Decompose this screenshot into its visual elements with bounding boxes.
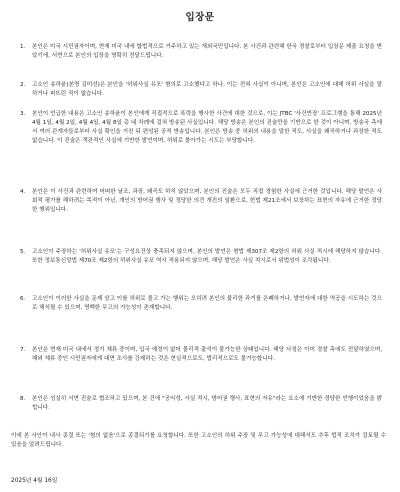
list-item-2 <box>20 81 382 99</box>
item-text: 고소인 송하윤(본명 김미선)은 본인을 '허위사실 유포' 혐의로 고소했다고 하나, 이는 전혀 사실이 아니며, 본인은 고소인에 대해 허위 사실을 말하거나 퍼뜨린 적이 없습니다. <box>32 82 382 98</box>
list-item-7 <box>20 346 382 364</box>
item-text: 본인은 현재 미국 내에서 정기 체류 중이며, 입국 예정이 없어 물리적 출석이 불가능한 상태입니다. 해당 사정은 이미 경찰 측에도 전달하였으며, 해외 체류 중인 시민권자에게 대면 조사를 강제하는 것은 현실적으로도, 법리적으로도 불가능합니다. <box>32 347 382 363</box>
list-item-6 <box>20 295 382 313</box>
list-item-4 <box>20 188 382 215</box>
item-number: 8. <box>20 396 26 402</box>
item-text: 고소인이 이러한 사실을 문제 삼고 이를 허위로 몰고 가는 행위는 오히려 본인의 불리한 과거를 은폐하거나, 발언자에 대한 역공을 시도하는 것으로 해석될 수 있으며, 명백한 무고의 가능성이 존재합니다. <box>32 296 382 312</box>
closing-paragraph: 이에 본 사안이 내사 종결 또는 '혐의 없음'으로 종결되기를 요청합니다. 또한 고소인의 허위 주장 및 무고 가능성에 대해서도 추후 법적 조치가 검토될 수 있음을 알려드립니다. <box>11 433 386 449</box>
document-title: 입장문 <box>185 12 215 23</box>
item-number: 2. <box>20 82 26 88</box>
item-text: 본인이 언급한 내용은 고소인 송하윤이 본인에게 직접적으로 폭력을 행사한 사건에 대한 것으로, 이는 JTBC '사건반장' 프로그램을 통해 2025년 4월 1일, 4월 2일, 4월 4일, 4월 8일 총 네 차례에 걸쳐 방송된 사실입니다. 해당 방송은 본인의 진술만을 기반으로 한 것이 아니며, 방송국 측에서 여러 관계자들로부터 사실 확인을 거친 뒤 편성된 공적 방송입니다. 본인은 방송 중 허위의 내용을 말한 적도, 사실을 왜곡하거나 과장한 적도 없습니다. 이 진술은 객관적인 사실에 기반한 발언이며, 허위로 몰아가는 시도는 부당합니다. <box>32 111 382 145</box>
list-item-5 <box>20 248 382 266</box>
item-text: 본인은 성실히 서면 진술로 협조하고 있으며, 본 건에 "공익성, 사실 적시, 방어권 행사, 표현의 자유"라는 요소에 기반한 정당한 언행이었음을 밝힙니다. <box>32 396 382 412</box>
item-text: 본인은 이 사건과 관련하여 어떠한 날조, 과장, 왜곡도 하지 않았으며, 본인의 진술은 모두 직접 경험한 사실에 근거한 것입니다. 해당 발언은 사회적 평가를 해하려는 목적이 아닌, 개인의 방어권 행사 및 정당한 의견 개진의 일환으로, 헌법 제21조에서 보장하는 표현의 자유에 근거한 정당한 행위입니다. <box>32 189 382 214</box>
item-text: 고소인이 주장하는 '허위사실 유포'는 구성요건상 충족되지 않으며, 본인의 발언은 형법 제307조 제2항의 허위 사실 적시에 해당하지 않습니다. 또한 정보통신망법 제70조 제2항의 허위사실 유포 역시 적용되지 않으며, 해당 발언은 사실 적시로서 위법성이 조각됩니다. <box>32 249 382 265</box>
document-date: 2025년 4월 16일 <box>11 478 58 484</box>
list-item-3 <box>20 110 382 146</box>
item-number: 5. <box>20 249 26 255</box>
item-number: 7. <box>20 347 26 353</box>
item-number: 1. <box>20 44 26 50</box>
item-number: 4. <box>20 189 26 195</box>
item-number: 3. <box>20 111 26 117</box>
item-text: 본인은 미국 시민권자이며, 현재 미국 내에 합법적으로 거주하고 있는 재외국민입니다. 본 사건과 관련해 한국 경찰로부터 입장문 제출 요청을 받았기에, 서면으로 본인의 입장을 명확히 전달드립니다. <box>32 44 382 60</box>
item-number: 6. <box>20 296 26 302</box>
list-item-1 <box>20 43 382 61</box>
list-item-8 <box>20 395 382 413</box>
